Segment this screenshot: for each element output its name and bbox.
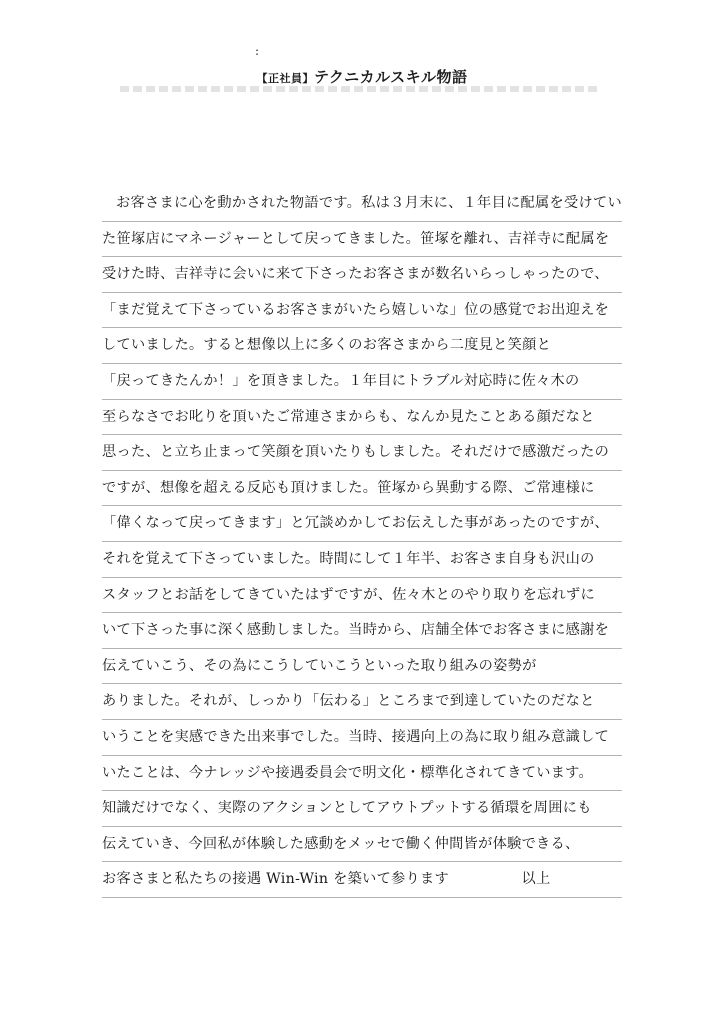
body-line: 「偉くなって戻ってきます」と冗談めかしてお伝えした事があったのですが、 [102,506,622,542]
body-line: 伝えていき、今回私が体験した感動をメッセで働く仲間皆が体験できる、 [102,827,622,863]
body-line: いて下さった事に深く感動しました。当時から、店舗全体でお客さまに感謝を [102,613,622,649]
body-line: ですが、想像を超える反応も頂けました。笹塚から異動する際、ご常連様に [102,471,622,507]
body-line: いうことを実感できた出来事でした。当時、接遇向上の為に取り組み意識して [102,720,622,756]
body-line: していました。すると想像以上に多くのお客さまから二度見と笑顔と [102,328,622,364]
header-colon: : [255,44,260,58]
body-line: 思った、と立ち止まって笑顔を頂いたりもしました。それだけで感激だったの [102,435,622,471]
body-line: 「まだ覚えて下さっているお客さまがいたら嬉しいな」位の感覚でお出迎えを [102,293,622,329]
body-line: スタッフとお話をしてきていたはずですが、佐々木とのやり取りを忘れずに [102,578,622,614]
title-main: テクニカルスキル物語 [313,68,468,86]
body-line: いたことは、今ナレッジや接遇委員会で明文化・標準化されてきています。 [102,756,622,792]
body-line: 至らなさでお叱りを頂いたご常連さまからも、なんか見たことある顔だなと [102,400,622,436]
body-line: それを覚えて下さっていました。時間にして１年半、お客さま自身も沢山の [102,542,622,578]
body-line: 受けた時、吉祥寺に会いに来て下さったお客さまが数名いらっしゃったので、 [102,257,622,293]
body-line: 「戻ってきたんか！」を頂きました。１年目にトラブル対応時に佐々木の [102,364,622,400]
body-text [102,186,622,898]
body-line: お客さまに心を動かされた物語です。私は３月末に、１年目に配属を受けてい [102,186,622,222]
title-tag: 【正社員】 [256,72,314,85]
body-line: 伝えていこう、その為にこうしていこうといった取り組みの姿勢が [102,649,622,685]
body-line: 知識だけでなく、実際のアクションとしてアウトプットする循環を周囲にも [102,791,622,827]
faded-subtitle-line [120,86,600,92]
body-line: お客さまと私たちの接遇 Win-Win を築いて参ります 以上 [102,862,622,898]
body-line: ありました。それが、しっかり「伝わる」ところまで到達していたのだなと [102,684,622,720]
body-line: た笹塚店にマネージャーとして戻ってきました。笹塚を離れ、吉祥寺に配属を [102,222,622,258]
